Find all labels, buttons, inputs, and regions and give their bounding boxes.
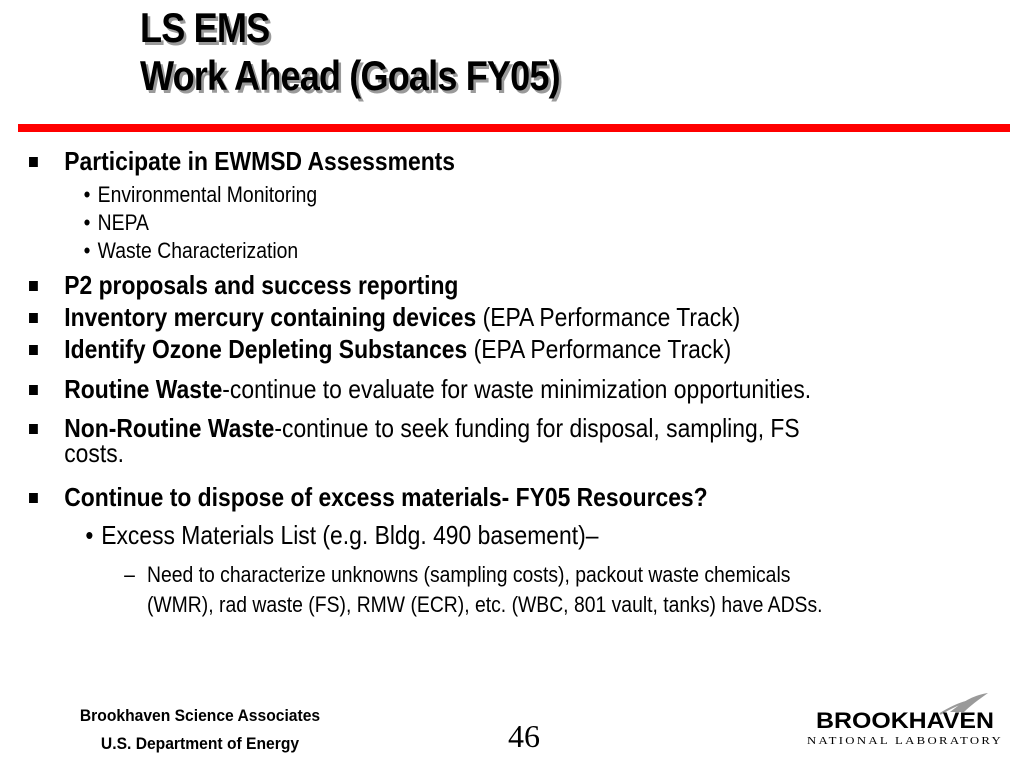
slide-title [140, 4, 560, 100]
dash-bullet-icon: – [124, 562, 135, 587]
bullet-bold-text: P2 proposals and success reporting [64, 270, 459, 300]
bullet-bold-text: Non-Routine Waste [64, 413, 275, 443]
sub-bullet-item [22, 518, 884, 552]
brookhaven-logo [800, 690, 1010, 760]
dot-bullet-icon: • [83, 210, 91, 235]
bullet-item [22, 334, 884, 364]
bullet-item [22, 374, 884, 404]
dot-bullet-icon: • [83, 182, 91, 207]
sub-sub-bullet-continuation-text: (WMR), rad waste (FS), RMW (ECR), etc. (WBC, 801 vault, tanks) have ADSs. [146, 592, 823, 617]
bullet-item [22, 270, 884, 300]
sub-bullet-item [22, 180, 884, 210]
sub-bullet-text: Environmental Monitoring [97, 182, 318, 207]
title-divider-bar [18, 124, 1010, 132]
bullet-bold-text: Participate in EWMSD Assessments [64, 146, 456, 176]
bullet-text: -continue to seek funding for disposal, sampling, FS [274, 413, 800, 443]
footer-organization [62, 702, 338, 758]
sub-bullet-text: NEPA [97, 210, 149, 235]
bullet-continuation [22, 438, 884, 468]
dot-bullet-icon: • [85, 520, 94, 550]
square-bullet-icon [29, 385, 38, 395]
sub-sub-bullet-continuation [22, 590, 884, 620]
bullet-bold-text: Routine Waste [64, 374, 223, 404]
footer-org-line-1: Brookhaven Science Associates [79, 706, 321, 725]
bullet-text: (EPA Performance Track) [476, 302, 741, 332]
square-bullet-icon [29, 157, 38, 167]
title-line-2: Work Ahead (Goals FY05) [140, 52, 560, 99]
logo-subtitle: NATIONAL LABORATORY [807, 735, 1003, 747]
bullet-text: -continue to evaluate for waste minimization opportunities. [222, 374, 812, 404]
sub-sub-bullet-text: Need to characterize unknowns (sampling costs), packout waste chemicals [146, 562, 791, 587]
bullet-item [22, 146, 884, 176]
square-bullet-icon [29, 424, 38, 434]
bullet-item [22, 482, 884, 512]
bullet-list [22, 146, 1002, 617]
bullet-text: (EPA Performance Track) [467, 334, 732, 364]
bullet-item [22, 302, 884, 332]
bullet-bold-text: Inventory mercury containing devices [64, 302, 477, 332]
sub-bullet-item [22, 236, 884, 266]
dot-bullet-icon: • [83, 238, 91, 263]
sub-bullet-text: Excess Materials List (e.g. Bldg. 490 basement)– [101, 520, 599, 550]
square-bullet-icon [29, 281, 38, 291]
bullet-bold-text: Identify Ozone Depleting Substances [64, 334, 468, 364]
sub-bullet-item [22, 208, 884, 238]
logo-wordmark: BROOKHAVEN [816, 708, 994, 733]
square-bullet-icon [29, 345, 38, 355]
bullet-bold-text: Continue to dispose of excess materials- FY05 Resources? [64, 482, 708, 512]
sub-bullet-text: Waste Characterization [97, 238, 299, 263]
footer-org-line-2: U.S. Department of Energy [100, 734, 300, 753]
sub-sub-bullet-item [22, 560, 884, 590]
bullet-continuation-text: costs. [64, 438, 125, 468]
square-bullet-icon [29, 313, 38, 323]
page-number: 46 [508, 718, 540, 754]
title-line-1: LS EMS [140, 4, 270, 51]
square-bullet-icon [29, 493, 38, 503]
